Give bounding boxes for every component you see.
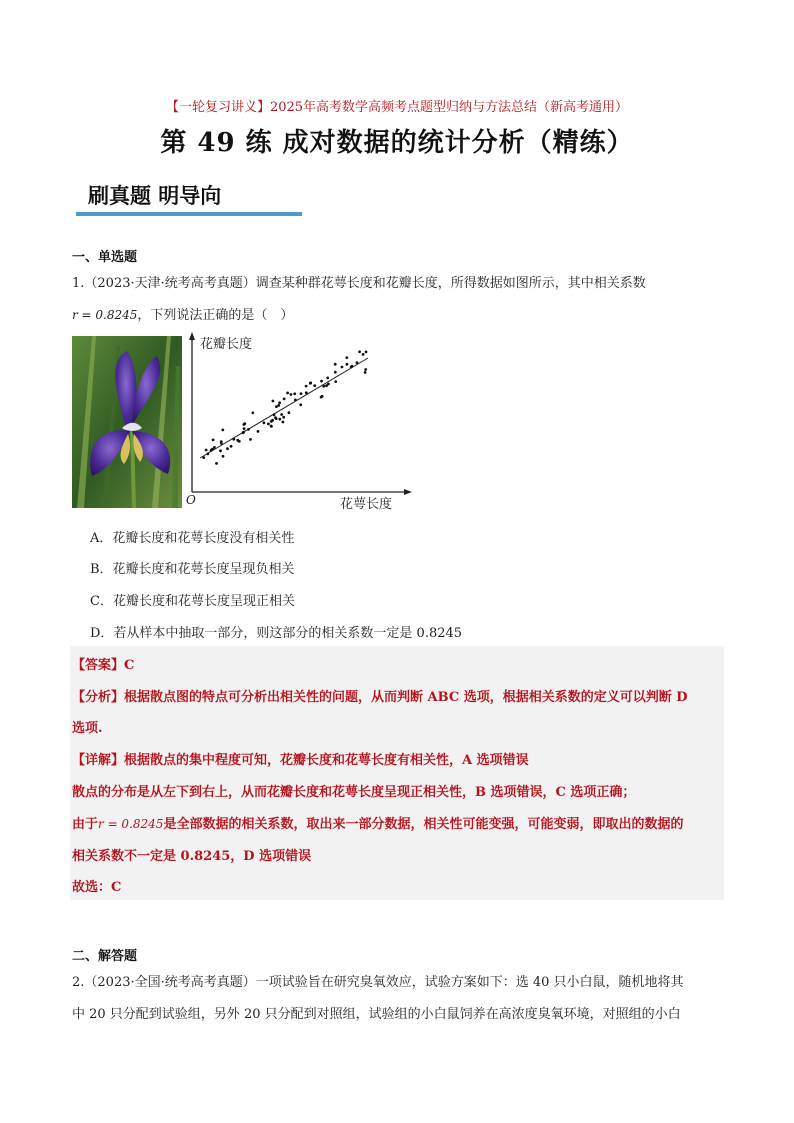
detail-text-3-pre: 由于	[72, 817, 99, 832]
series-header: 【一轮复习讲义】2025年高考数学高频考点题型归纳与方法总结（新高考通用）	[165, 100, 629, 115]
regression-line	[200, 358, 368, 458]
scatter-point	[294, 399, 297, 402]
part-label-free-response: 二、解答题	[72, 949, 138, 964]
scatter-point	[334, 363, 337, 366]
option-d: D．若从样本中抽取一部分，则这部分的相关系数一定是 0.8245	[90, 626, 463, 641]
option-b: B．花瓣长度和花萼长度呈现负相关	[90, 562, 295, 577]
plot-axes	[189, 332, 412, 495]
scatter-point	[364, 368, 367, 371]
scatter-point	[278, 401, 281, 404]
scatter-point	[282, 421, 285, 424]
detail-line-4: 相关系数不一定是 0.8245，D 选项错误	[72, 849, 312, 864]
scatter-plot	[184, 330, 414, 514]
scatter-point	[212, 439, 215, 442]
detail-correlation-coefficient: r = 0.8245	[98, 817, 164, 831]
scatter-point	[251, 411, 254, 414]
question-1-stem-line-1: 1.（2023·天津·统考高考真题）调查某种群花萼长度和花瓣长度，所得数据如图所示，其中相关系数	[72, 276, 646, 291]
scatter-point	[273, 413, 276, 416]
scatter-point	[305, 385, 308, 388]
scatter-point	[247, 428, 250, 431]
scatter-point	[299, 403, 302, 406]
answer-tag: 【答案】	[72, 658, 125, 673]
scatter-point	[321, 395, 324, 398]
section-underline	[76, 212, 302, 216]
scatter-point	[290, 393, 293, 396]
scatter-point	[283, 398, 286, 401]
scatter-point	[249, 438, 252, 441]
scatter-point	[334, 371, 337, 374]
answer-line	[72, 654, 134, 673]
scatter-point	[282, 416, 285, 419]
scatter-point	[272, 400, 275, 403]
scatter-point	[219, 449, 222, 452]
scatter-point	[278, 418, 281, 421]
scatter-point	[232, 438, 235, 441]
scatter-point	[346, 363, 349, 366]
scatter-point	[277, 404, 280, 407]
x-axis-label: 花萼长度	[340, 497, 393, 512]
scatter-point	[257, 430, 260, 433]
section-title: 刷真题 明导向	[88, 183, 222, 208]
scatter-point	[226, 447, 229, 450]
scatter-point	[215, 462, 218, 465]
scatter-point	[274, 416, 277, 419]
scatter-point	[213, 446, 216, 449]
scatter-point	[242, 431, 245, 434]
scatter-point	[356, 361, 359, 364]
scatter-point	[327, 383, 330, 386]
scatter-point	[305, 391, 308, 394]
scatter-point	[345, 356, 348, 359]
scatter-point	[210, 449, 213, 452]
question-1-stem-line-2-rest: ，下列说法正确的是（ ）	[137, 308, 294, 323]
scatter-point	[222, 455, 225, 458]
scatter-point	[313, 384, 316, 387]
scatter-point	[270, 425, 273, 428]
scatter-point	[351, 365, 354, 368]
scatter-point	[341, 366, 344, 369]
scatter-point	[280, 413, 283, 416]
scatter-point	[205, 449, 208, 452]
detail-tag: 【详解】	[72, 753, 125, 768]
scatter-point	[362, 353, 365, 356]
scatter-point	[288, 411, 291, 414]
detail-text-3-post: 是全部数据的相关系数，取出来一部分数据，相关性可能变强，可能变弱，即取出的数据的	[163, 817, 684, 832]
scatter-point	[365, 351, 368, 354]
question-1-stem-line-2	[72, 304, 293, 323]
correlation-coefficient: r = 0.8245	[72, 308, 138, 322]
scatter-point	[364, 371, 367, 374]
analysis-text-1: 根据散点图的特点可分析出相关性的问题，从而判断 ABC 选项，根据相关系数的定义可以判断 D	[124, 690, 688, 705]
scatter-point	[207, 453, 210, 456]
iris-flower-photo	[72, 336, 182, 508]
detail-line-1	[72, 749, 529, 768]
scatter-point	[230, 445, 233, 448]
question-2-line-1: 2.（2023·全国·统考高考真题）一项试验旨在研究臭氧效应，试验方案如下：选 40 只小白鼠，随机地将其	[72, 975, 684, 990]
y-axis-label: 花瓣长度	[200, 337, 253, 352]
detail-line-3	[72, 813, 683, 832]
scatter-point	[220, 442, 223, 445]
part-label-single-choice: 一、单选题	[72, 250, 138, 265]
detail-text-1: 根据散点的集中程度可知，花瓣长度和花萼长度有相关性，A 选项错误	[124, 753, 529, 768]
scatter-point	[243, 427, 246, 430]
analysis-line-1	[72, 686, 688, 705]
page-title: 第 49 练 成对数据的统计分析（精练）	[160, 128, 634, 158]
analysis-line-2: 选项.	[72, 721, 103, 736]
analysis-tag: 【分析】	[72, 690, 125, 705]
scatter-point	[326, 377, 329, 380]
scatter-point	[300, 392, 303, 395]
scatter-point	[267, 423, 270, 426]
scatter-point	[322, 385, 325, 388]
conclusion-line: 故选：C	[72, 880, 122, 895]
answer-value: C	[124, 658, 135, 673]
scatter-point	[358, 350, 361, 353]
scatter-point	[293, 392, 296, 395]
scatter-point	[263, 421, 266, 424]
scatter-point	[309, 382, 312, 385]
option-c: C．花瓣长度和花萼长度呈现正相关	[90, 594, 295, 609]
scatter-point	[238, 440, 241, 443]
scatter-point	[202, 456, 205, 459]
scatter-point	[334, 380, 337, 383]
question-2-line-2: 中 20 只分配到试验组，另外 20 只分配到对照组，试验组的小白鼠饲养在高浓度臭氧环境，对照组的小白	[72, 1007, 681, 1022]
option-a: A．花瓣长度和花萼长度没有相关性	[90, 531, 295, 546]
origin-label: O	[186, 493, 196, 507]
scatter-point	[221, 429, 224, 432]
scatter-point	[286, 392, 289, 395]
scatter-point	[243, 422, 246, 425]
detail-line-2: 散点的分布是从左下到右上，从而花瓣长度和花萼长度呈现正相关性，B 选项错误，C 选项正确；	[72, 785, 636, 800]
scatter-point	[320, 380, 323, 383]
scatter-point	[270, 420, 273, 423]
